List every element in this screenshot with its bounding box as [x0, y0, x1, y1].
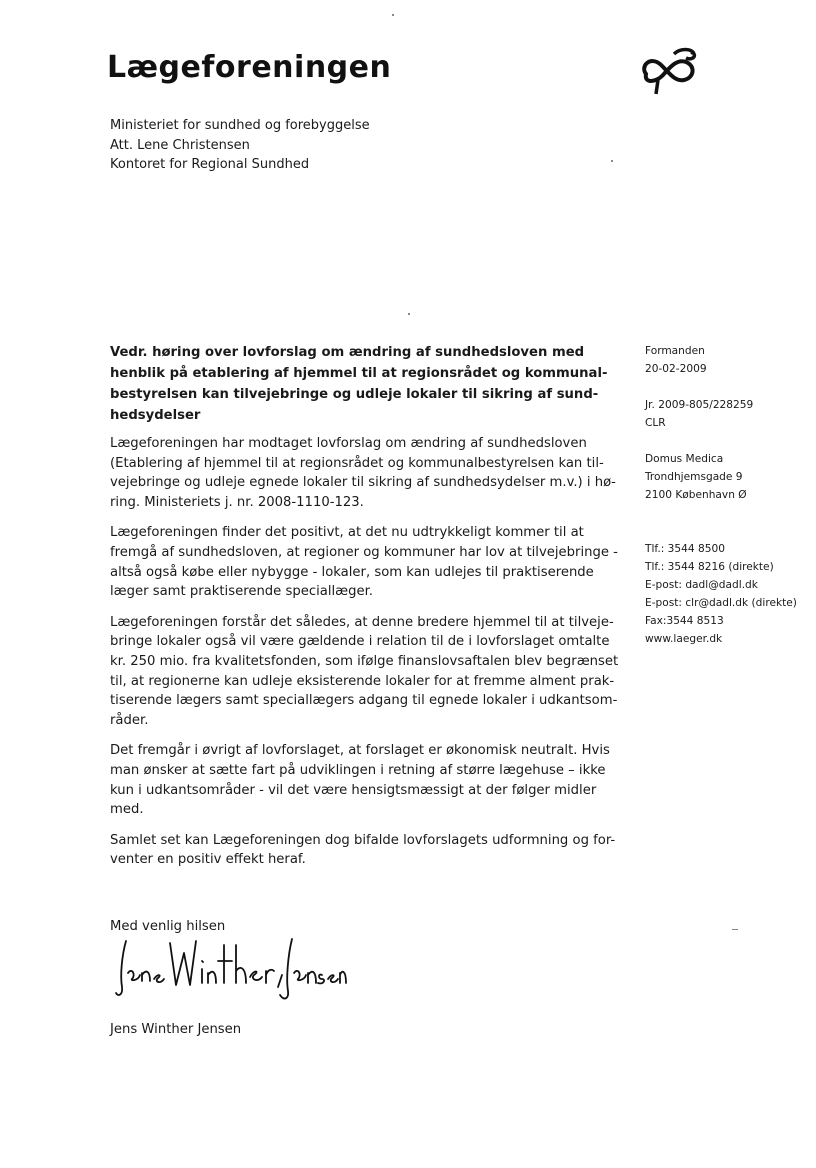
paragraph-line: (Etablering af hjemmel til at regionsrådet og kommunalbestyrelsen kan til- [110, 455, 604, 471]
paragraph-line: kr. 250 mio. fra kvalitetsfonden, som ifølge finanslovsaftalen blev begrænset [110, 653, 619, 669]
paragraph-line: man ønsker at sætte fart på udviklingen i retning af større lægehuse – ikke [110, 762, 606, 778]
paragraph-line: Lægeforeningen forstår det således, at denne bredere hjemmel til at tilveje- [110, 614, 614, 630]
sender-role: Formanden [645, 345, 705, 357]
paragraph-line: kun i udkantsområder - vil det være hensigtsmæssigt at der følger midler [110, 782, 597, 798]
recipient-line: Att. Lene Christensen [110, 137, 250, 153]
sender-address [645, 450, 747, 504]
letter-date: 20-02-2009 [645, 363, 707, 375]
paragraph-line: altså også købe eller nybygge - lokaler, som kan udlejes til praktiserende [110, 564, 594, 580]
signer-name: Jens Winther Jensen [110, 1022, 242, 1037]
paragraph-line: fremgå af sundhedsloven, at regioner og kommuner har lov at tilvejebringe - [110, 544, 618, 560]
closing-salutation: Med venlig hilsen [110, 919, 226, 934]
paragraph [110, 523, 618, 601]
journal-number: Jr. 2009-805/228259 [645, 399, 754, 411]
fax-number: Fax:3544 8513 [645, 615, 724, 627]
paragraph [110, 613, 619, 731]
address-line: 2100 København Ø [645, 489, 747, 501]
letter-body [110, 342, 619, 881]
email-main: E-post: dadl@dadl.dk [645, 579, 758, 591]
phone-direct: Tlf.: 3544 8216 (direkte) [645, 561, 774, 573]
paragraph-line: til, at regionerne kan udleje eksisterende lokaler for at fremme alment prak- [110, 673, 615, 689]
paragraph [110, 434, 616, 512]
recipient-address [110, 116, 370, 175]
subject-line: henblik på etablering af hjemmel til at regionsrådet og kommunal- [110, 366, 608, 381]
paragraph-line: tiserende lægers samt speciallægers adgang til egnede lokaler i udkantsom- [110, 693, 618, 709]
paragraph-line: med. [110, 802, 144, 818]
paragraph-line: vejebringe og udleje egnede lokaler til sikring af sundhedsydelser m.v.) i hø- [110, 475, 616, 491]
subject-line: Vedr. høring over lovforslag om ændring af sundhedsloven med [110, 345, 585, 360]
email-direct: E-post: clr@dadl.dk (direkte) [645, 597, 797, 609]
subject-line: bestyrelsen kan tilvejebringe og udleje lokaler til sikring af sund- [110, 387, 599, 402]
paragraph-line: venter en positiv effekt heraf. [110, 852, 306, 868]
serpent-logo-icon [636, 40, 700, 100]
reference-block [645, 396, 753, 432]
recipient-line: Kontoret for Regional Sundhed [110, 157, 310, 172]
paragraph-line: Lægeforeningen finder det positivt, at det nu udtrykkeligt kommer til at [110, 525, 584, 541]
paragraph [110, 741, 610, 819]
sender-role-block [645, 342, 707, 378]
contact-block [645, 540, 797, 648]
paragraph-line: råder. [110, 712, 149, 728]
case-initials: CLR [645, 417, 666, 429]
paragraph [110, 831, 616, 870]
organization-logo-text: Lægeforeningen [107, 50, 392, 85]
paragraph-line: Samlet set kan Lægeforeningen dog bifalde lovforslagets udformning og for- [110, 832, 616, 848]
paragraph-line: Det fremgår i øvrigt af lovforslaget, at forslaget er økonomisk neutralt. Hvis [110, 743, 610, 759]
address-line: Domus Medica [645, 453, 724, 465]
paragraph-line: bringe lokaler også vil være gældende i relation til de i lovforslaget omtalte [110, 634, 610, 650]
paragraph-line: læger samt praktiserende speciallæger. [110, 584, 373, 600]
paragraph-line: ring. Ministeriets j. nr. 2008-1110-123. [110, 494, 364, 510]
subject-line: hedsydelser [110, 408, 201, 423]
website-link: www.laeger.dk [645, 633, 723, 645]
scan-speck [408, 313, 410, 315]
scan-speck [392, 14, 394, 16]
recipient-line: Ministeriet for sundhed og forebyggelse [110, 118, 370, 133]
scan-speck [611, 160, 613, 162]
address-line: Trondhjemsgade 9 [645, 471, 743, 483]
letter-subject [110, 342, 608, 426]
phone-main: Tlf.: 3544 8500 [645, 543, 725, 555]
handwritten-signature [108, 935, 348, 1005]
paragraph-line: Lægeforeningen har modtaget lovforslag om ændring af sundhedsloven [110, 436, 587, 451]
scan-speck [732, 929, 738, 930]
